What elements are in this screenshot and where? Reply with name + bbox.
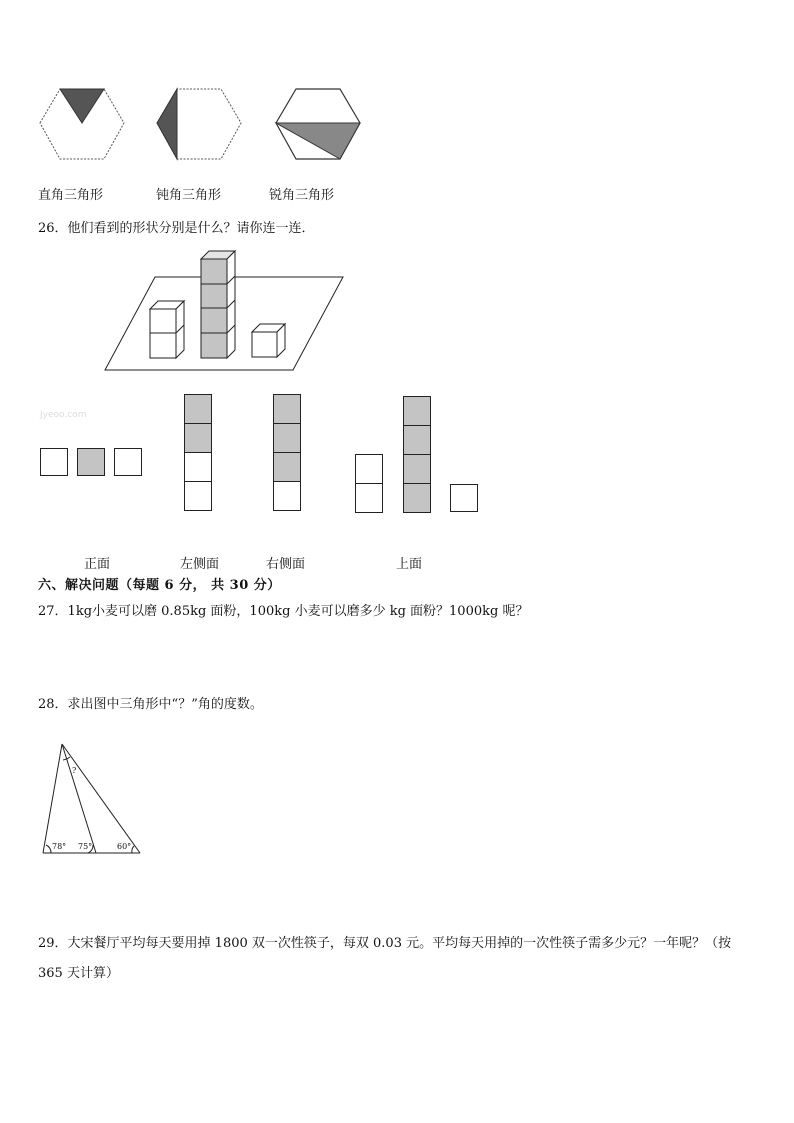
question-29-text-line-1: 29．大宋餐厅平均每天要用掉 1800 双一次性筷子，每双 0.03 元。平均每天用掉的一次性筷子需多少元？一年呢？（按 xyxy=(38,936,732,951)
view-label-front: 正面 xyxy=(84,557,111,572)
question-29-text-line-2: 365 天计算） xyxy=(38,966,119,981)
view-4-square xyxy=(450,484,478,512)
triangle-angle-figure xyxy=(38,742,148,858)
view-3-square xyxy=(273,481,301,511)
hexagon-obtuse-triangle-figure xyxy=(155,85,245,165)
view-label-top: 上面 xyxy=(396,557,423,572)
view-2-square xyxy=(184,481,212,511)
view-4-square-shaded xyxy=(403,454,431,484)
hexagon-right-triangle-figure xyxy=(38,85,128,165)
question-27-text: 27．1kg小麦可以磨 0.85kg 面粉，100kg 小麦可以磨多少 kg 面粉？1000kg 呢？ xyxy=(38,604,529,619)
view-4-square-shaded xyxy=(403,425,431,455)
view-label-left: 左侧面 xyxy=(180,557,220,572)
angle-60-label: 60° xyxy=(117,842,132,851)
question-26-text: 26．他们看到的形状分别是什么？请你连一连． xyxy=(38,221,315,236)
view-3-square-shaded xyxy=(273,423,301,453)
label-acute-triangle: 锐角三角形 xyxy=(269,188,335,203)
view-3-square-shaded xyxy=(273,394,301,424)
view-2-square-shaded xyxy=(184,423,212,453)
view-1-square xyxy=(114,448,142,476)
watermark: Jyeoo.com xyxy=(40,410,87,420)
label-right-triangle: 直角三角形 xyxy=(38,188,104,203)
view-3-square-shaded xyxy=(273,452,301,482)
cube-stacks-3d-figure xyxy=(103,248,353,378)
hexagon-acute-triangle-figure xyxy=(274,85,364,165)
question-28-text: 28．求出图中三角形中“？”角的度数。 xyxy=(38,697,263,712)
angle-78-label: 78° xyxy=(52,842,67,851)
view-4-square-shaded xyxy=(403,483,431,513)
view-4-square xyxy=(355,454,383,484)
angle-75-label: 75° xyxy=(78,842,93,851)
angle-unknown-label: ? xyxy=(72,766,77,775)
view-1-square-shaded xyxy=(77,448,105,476)
label-obtuse-triangle: 钝角三角形 xyxy=(156,188,222,203)
section-6-title: 六、解决问题（每题 6 分， 共 30 分） xyxy=(38,578,281,593)
view-4-square-shaded xyxy=(403,396,431,426)
view-label-right: 右侧面 xyxy=(266,557,306,572)
view-4-square xyxy=(355,483,383,513)
view-2-square-shaded xyxy=(184,394,212,424)
view-1-square xyxy=(40,448,68,476)
view-2-square xyxy=(184,452,212,482)
